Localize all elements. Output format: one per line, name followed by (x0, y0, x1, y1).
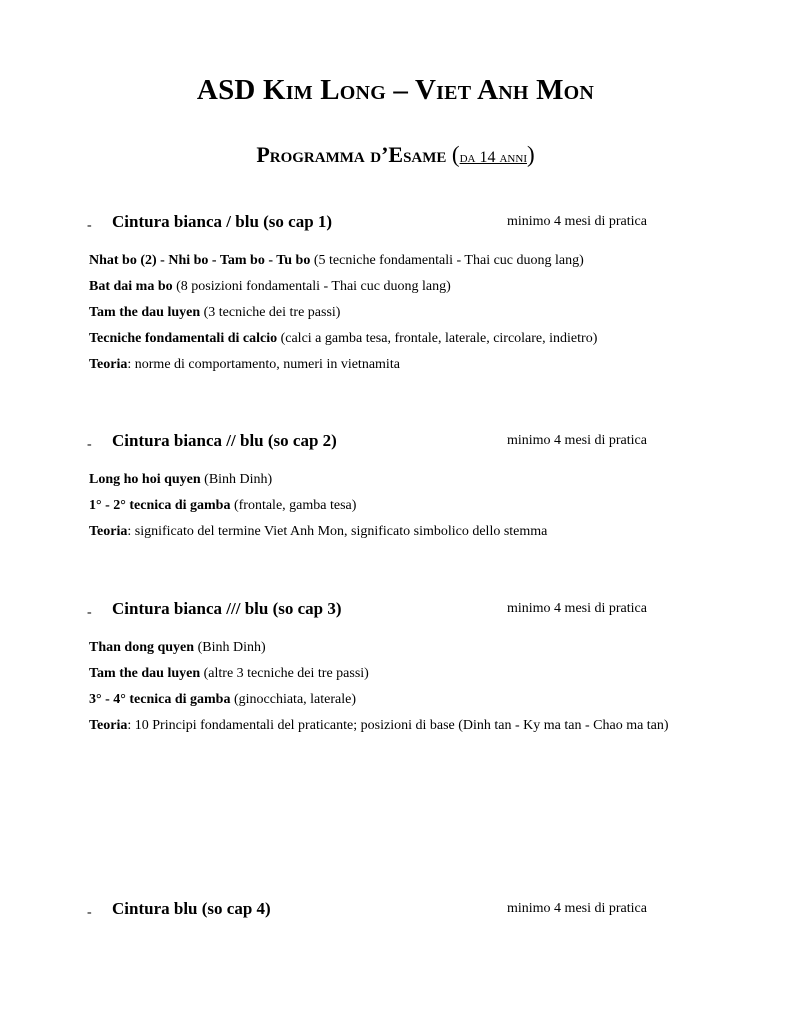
item-text: : norme di comportamento, numeri in vietnamita (127, 357, 400, 372)
section-heading (0, 599, 791, 625)
item-text: (3 tecniche dei tre passi) (200, 305, 341, 320)
minimum-practice: minimo 4 mesi di pratica (507, 214, 647, 229)
bullet-dash: - (87, 437, 92, 452)
belt-title: Cintura blu (so cap 4) (112, 899, 271, 918)
item-bold: Teoria (89, 718, 128, 733)
section-heading (0, 899, 791, 925)
item-bold: Bat dai ma bo (89, 279, 173, 294)
subtitle-open-paren: ( (451, 142, 460, 167)
minimum-practice: minimo 4 mesi di pratica (507, 433, 647, 448)
list-item (89, 326, 714, 352)
item-bold: Tam the dau luyen (89, 305, 201, 320)
item-text: (8 posizioni fondamentali - Thai cuc duong lang) (172, 279, 451, 294)
section-belt-2 (0, 431, 791, 545)
requirements-list (89, 467, 714, 545)
section-heading (0, 212, 791, 238)
list-item (89, 467, 714, 493)
item-bold: 1° - 2° tecnica di gamba (89, 498, 231, 513)
belt-title: Cintura bianca / blu (so cap 1) (112, 212, 333, 231)
page-subtitle (0, 142, 791, 168)
item-bold: Long ho hoi quyen (89, 472, 201, 487)
bullet-dash: - (87, 605, 92, 620)
list-item (89, 248, 714, 274)
item-text: (ginocchiata, laterale) (230, 692, 357, 707)
list-item (89, 300, 714, 326)
section-heading (0, 431, 791, 457)
item-text: (Binh Dinh) (194, 640, 266, 655)
item-text: (Binh Dinh) (200, 472, 273, 487)
section-belt-3 (0, 599, 791, 739)
list-item (89, 352, 714, 378)
list-item (89, 274, 714, 300)
subtitle-age: da 14 anni (459, 149, 527, 166)
list-item (89, 687, 714, 713)
subtitle-close-paren: ) (526, 142, 535, 167)
item-text: (calci a gamba tesa, frontale, laterale, circolare, indietro) (277, 331, 598, 346)
item-bold: Nhat bo (2) - Nhi bo - Tam bo - Tu bo (89, 253, 311, 268)
minimum-practice: minimo 4 mesi di pratica (507, 901, 647, 916)
item-text: (frontale, gamba tesa) (230, 498, 357, 513)
item-bold: 3° - 4° tecnica di gamba (89, 692, 231, 707)
requirements-list (89, 635, 714, 739)
item-bold: Tam the dau luyen (89, 666, 201, 681)
item-text: (5 tecniche fondamentali - Thai cuc duong lang) (310, 253, 584, 268)
list-item (89, 493, 714, 519)
item-bold: Than dong quyen (89, 640, 195, 655)
bullet-dash: - (87, 218, 92, 233)
requirements-list (89, 248, 714, 378)
section-belt-1 (0, 212, 791, 378)
item-text: : significato del termine Viet Anh Mon, significato simbolico dello stemma (127, 524, 548, 539)
list-item (89, 661, 714, 687)
list-item (89, 635, 714, 661)
bullet-dash: - (87, 905, 92, 920)
section-belt-4 (0, 899, 791, 925)
list-item (89, 519, 714, 545)
item-text: (altre 3 tecniche dei tre passi) (200, 666, 369, 681)
item-bold: Tecniche fondamentali di calcio (89, 331, 278, 346)
item-bold: Teoria (89, 524, 128, 539)
item-text: : 10 Principi fondamentali del praticante; posizioni di base (Dinh tan - Ky ma tan - Chao ma tan) (127, 718, 669, 733)
page-title: ASD Kim Long – Viet Anh Mon (196, 74, 595, 106)
list-item (89, 713, 714, 739)
subtitle-text: Programma d’Esame (256, 142, 447, 167)
belt-title: Cintura bianca // blu (so cap 2) (112, 431, 337, 450)
minimum-practice: minimo 4 mesi di pratica (507, 601, 647, 616)
item-bold: Teoria (89, 357, 128, 372)
belt-title: Cintura bianca /// blu (so cap 3) (112, 599, 342, 618)
